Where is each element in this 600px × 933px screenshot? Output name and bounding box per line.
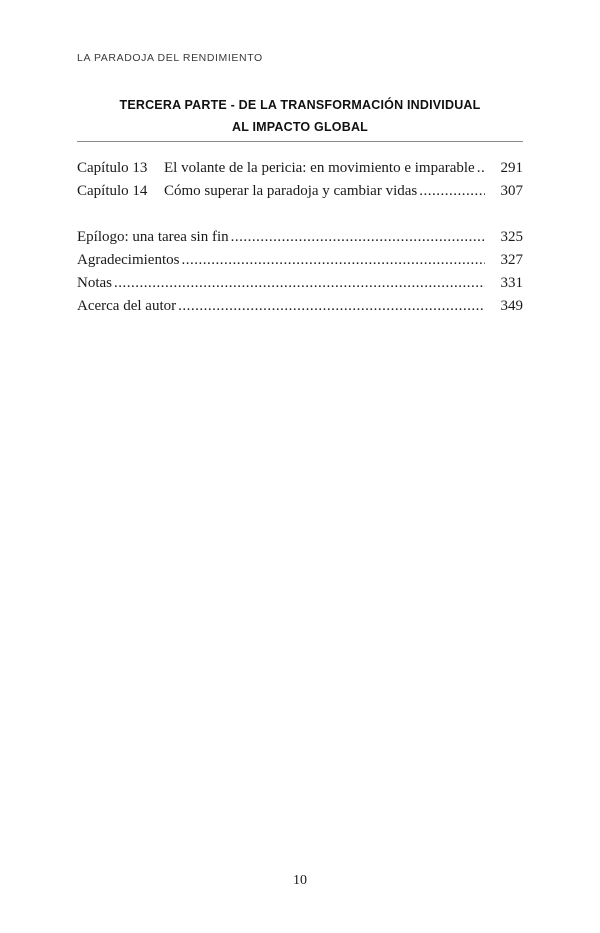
entry-title: Acerca del autor bbox=[77, 298, 177, 314]
chapter-label: Capítulo 13 bbox=[77, 160, 148, 176]
dot-leader bbox=[477, 160, 485, 177]
toc-entry-chapter-14[interactable] bbox=[77, 183, 523, 206]
running-head: LA PARADOJA DEL RENDIMIENTO bbox=[77, 52, 263, 64]
toc-entry-acknowledgements[interactable] bbox=[77, 252, 523, 275]
toc-entry-about-author[interactable] bbox=[77, 298, 523, 321]
chapter-title: El volante de la pericia: en movimiento e imparable bbox=[164, 160, 475, 176]
toc-entry-notes[interactable] bbox=[77, 275, 523, 298]
entry-title: Epílogo: una tarea sin fin bbox=[77, 229, 229, 245]
dot-leader bbox=[114, 275, 485, 292]
dot-leader bbox=[419, 183, 485, 200]
page-folio: 10 bbox=[293, 873, 307, 888]
chapter-list bbox=[77, 160, 523, 206]
dot-leader bbox=[178, 298, 485, 315]
heading-divider bbox=[77, 141, 523, 142]
page-number: 349 bbox=[500, 298, 523, 314]
page-number: 331 bbox=[500, 275, 523, 291]
part-heading bbox=[77, 94, 523, 138]
dot-leader bbox=[231, 229, 485, 246]
chapter-label: Capítulo 14 bbox=[77, 183, 148, 199]
chapter-title: Cómo superar la paradoja y cambiar vidas bbox=[164, 183, 418, 199]
part-heading-line-2: AL IMPACTO GLOBAL bbox=[231, 120, 369, 134]
page-number: 325 bbox=[500, 229, 523, 245]
part-heading-line-1: TERCERA PARTE - DE LA TRANSFORMACIÓN INDIVIDUAL bbox=[119, 98, 481, 112]
toc-entry-epilogue[interactable] bbox=[77, 229, 523, 252]
page-number: 291 bbox=[500, 160, 523, 176]
entry-title: Agradecimientos bbox=[77, 252, 180, 268]
toc-entry-chapter-13[interactable] bbox=[77, 160, 523, 183]
page-number: 307 bbox=[500, 183, 523, 199]
back-matter-list bbox=[77, 229, 523, 321]
dot-leader bbox=[181, 252, 485, 269]
page-number: 327 bbox=[500, 252, 523, 268]
entry-title: Notas bbox=[77, 275, 112, 291]
